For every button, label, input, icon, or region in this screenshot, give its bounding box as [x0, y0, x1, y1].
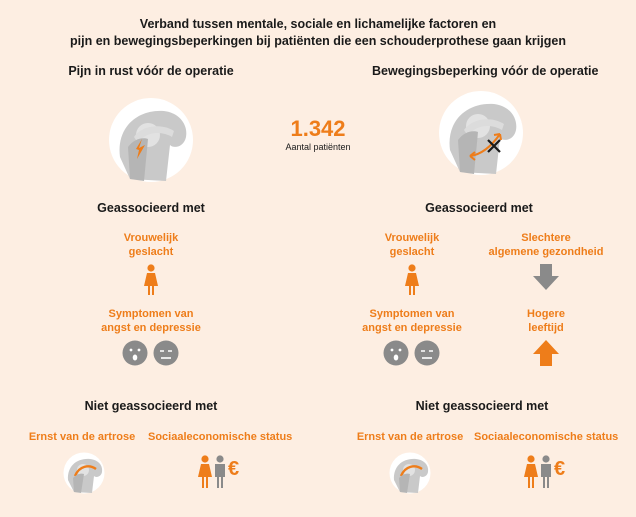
right-heading: Bewegingsbeperking vóór de operatie: [372, 64, 599, 78]
title-line-2: pijn en bewegingsbeperkingen bij patiënten die een schouderprothese gaan krijgen: [70, 34, 566, 48]
right-anxiety-label: Symptomen van angst en depressie: [362, 308, 462, 334]
infographic-title: [0, 16, 636, 50]
shoulder-pain-icon: [108, 97, 194, 183]
arrow-up-icon: [533, 340, 559, 366]
shoulder-joint-icon: [63, 452, 105, 494]
left-socioeconomic-label: Sociaaleconomische status: [148, 431, 293, 443]
right-female-label: Vrouwelijk geslacht: [384, 232, 440, 258]
right-arthrosis-label: Ernst van de artrose: [356, 431, 464, 443]
female-person-icon: [143, 264, 159, 296]
older-age-label: Hogere leeftijd: [527, 308, 565, 334]
left-female-label: Vrouwelijk geslacht: [123, 232, 179, 258]
right-socioeconomic-label: Sociaaleconomische status: [474, 431, 619, 443]
patient-count: 1.342: [290, 116, 346, 141]
left-arthrosis-label: Ernst van de artrose: [28, 431, 136, 443]
left-heading: Pijn in rust vóór de operatie: [68, 64, 234, 78]
title-line-1: Verband tussen mentale, sociale en lichamelijke factoren en: [139, 17, 497, 31]
patient-count-label: Aantal patiënten: [285, 142, 351, 152]
right-not-associated-heading: Niet geassocieerd met: [415, 399, 549, 413]
anxiety-depression-faces-icon: [122, 340, 180, 366]
anxiety-depression-faces-icon: [383, 340, 441, 366]
euro-icon: €: [228, 458, 240, 480]
people-icon: [524, 455, 554, 489]
female-person-icon: [404, 264, 420, 296]
worse-health-label: Slechtere algemene gezondheid: [488, 232, 604, 258]
arrow-down-icon: [533, 264, 559, 290]
shoulder-limitation-icon: [438, 90, 524, 176]
left-associated-heading: Geassocieerd met: [97, 201, 205, 215]
people-icon: [198, 455, 228, 489]
shoulder-joint-icon: [389, 452, 431, 494]
left-not-associated-heading: Niet geassocieerd met: [84, 399, 218, 413]
left-anxiety-label: Symptomen van angst en depressie: [101, 308, 201, 334]
right-associated-heading: Geassocieerd met: [425, 201, 533, 215]
euro-icon: €: [554, 458, 566, 480]
